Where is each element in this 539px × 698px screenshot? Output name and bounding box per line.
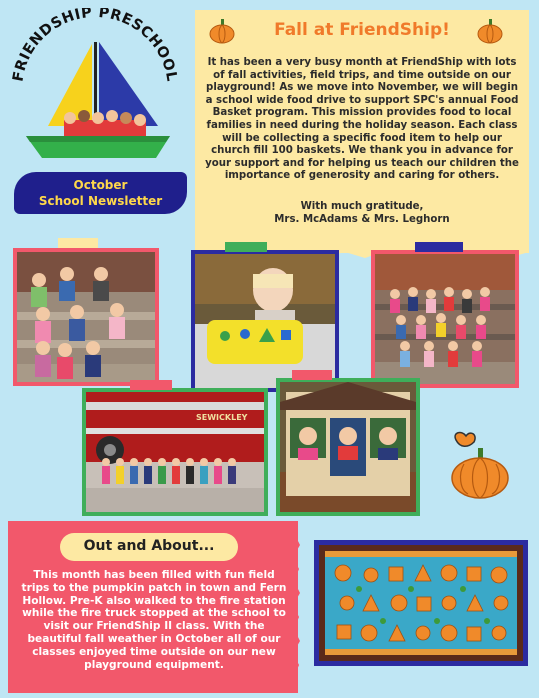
banner-line2: School Newsletter — [38, 194, 163, 208]
photo-playhouse — [276, 378, 420, 516]
letter-closing: With much gratitude, — [300, 201, 424, 212]
panel-torn-edge — [290, 521, 302, 693]
truck-sign: SEWICKLEY — [196, 413, 248, 422]
photo-bulletin-board — [314, 540, 528, 666]
letter-body: It has been a very busy month at FriendShip with lots of fall activities, field trips, and time outside on our playground! As we move into November, we will begin a school wide food drive to support SPC's annual Food Basket program. This mission provides food to local families in need during the holiday season. Each class will be collecting a specific food item to help our church fill 100 baskets. We thank you in advance for your support and for helping us teach our children the importance of generosity and caring for others. — [205, 57, 519, 182]
logo-school-name: FRIENDSHIP PRESCHOOL — [10, 8, 178, 83]
tape-green — [225, 242, 267, 252]
letter-signature: Mrs. McAdams & Mrs. Leghorn — [274, 214, 450, 225]
out-about-title: Out and About... — [83, 538, 215, 554]
tape-pink — [292, 370, 332, 380]
banner-line1: October — [73, 178, 128, 192]
photo-fire-truck — [82, 388, 268, 516]
tape-pink — [130, 380, 172, 390]
tape-yellow — [58, 238, 98, 248]
photo-kids-on-steps — [13, 248, 159, 386]
tape-blue — [415, 242, 463, 252]
letter-signoff — [204, 200, 520, 226]
pumpkin-leaf-icon — [448, 430, 512, 500]
photo-group-porch — [371, 250, 519, 388]
letter-title: Fall at FriendShip! — [274, 20, 450, 40]
newsletter-banner — [14, 172, 187, 214]
out-about-body: This month has been filled with fun field trips to the pumpkin patch in town and Fern Hollow. Pre-K also walked to the fire station while the fire truck stopped at the school to visit our FriendShip II class. With the beautiful fall weather in October all of our classes enjoyed time outside on our new playground equipment. — [21, 569, 287, 671]
school-logo — [8, 8, 178, 168]
